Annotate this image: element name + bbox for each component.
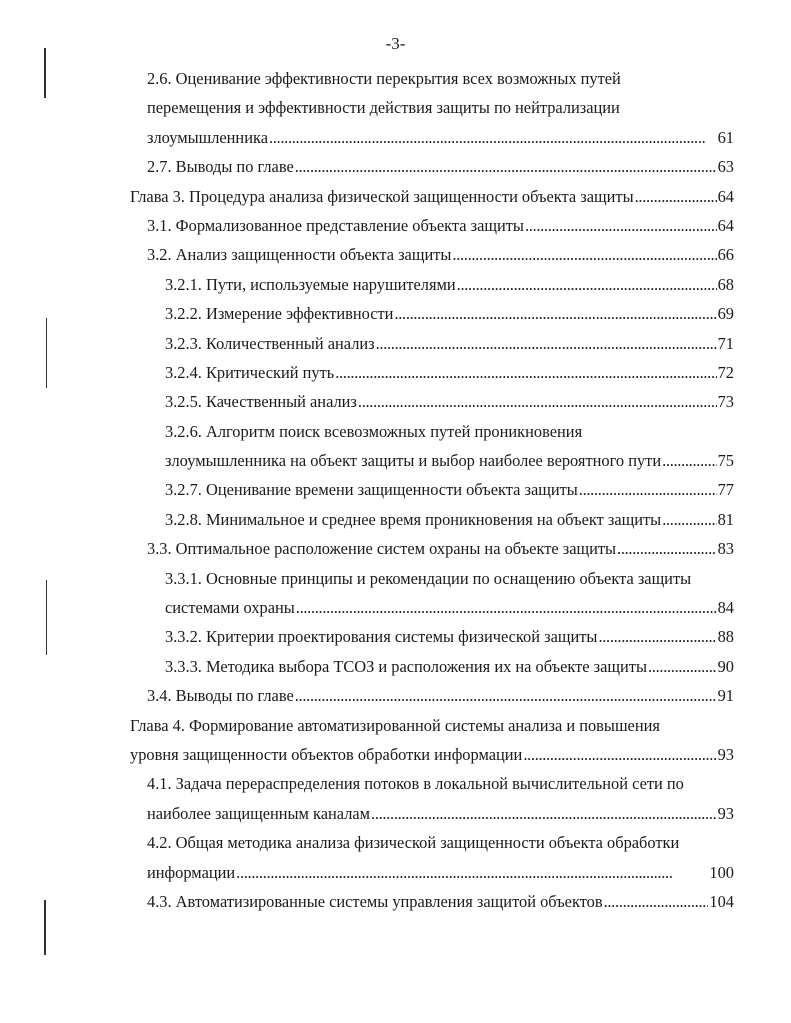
toc-entry-title: 3.1. Формализованное представление объекта защиты xyxy=(147,215,524,235)
toc-entry-title: 3.2.3. Количественный анализ xyxy=(165,333,375,353)
dot-leader xyxy=(523,740,716,769)
toc-entry xyxy=(130,769,734,828)
toc-entry xyxy=(130,270,734,299)
toc-entry xyxy=(130,387,734,416)
dot-leader xyxy=(295,152,717,181)
dot-leader xyxy=(598,622,716,651)
toc-page-number: 91 xyxy=(717,686,734,706)
toc-entry-line xyxy=(130,887,734,916)
toc-entry-line xyxy=(130,270,734,299)
toc-entry-line xyxy=(130,446,734,475)
toc-entry-line xyxy=(130,799,734,828)
table-of-contents xyxy=(130,64,734,916)
toc-entry xyxy=(130,475,734,504)
toc-entry-title: злоумышленника xyxy=(147,127,268,147)
toc-entry xyxy=(130,711,734,770)
toc-page-number: 66 xyxy=(717,245,734,265)
toc-entry-line xyxy=(130,505,734,534)
toc-page-number: 73 xyxy=(717,392,734,412)
toc-page-number: 104 xyxy=(709,891,734,911)
dot-leader xyxy=(648,652,717,681)
toc-entry xyxy=(130,211,734,240)
toc-entry xyxy=(130,622,734,651)
toc-page-number: 77 xyxy=(717,480,734,500)
toc-entry-line xyxy=(130,593,734,622)
toc-entry xyxy=(130,240,734,269)
toc-entry xyxy=(130,64,734,152)
toc-page-number: 93 xyxy=(717,744,734,764)
toc-entry-title: системами охраны xyxy=(165,598,295,618)
toc-entry-line xyxy=(130,240,734,269)
toc-entry-text: 3.3.1. Основные принципы и рекомендации по оснащению объекта защиты xyxy=(165,568,692,588)
toc-entry-line xyxy=(130,534,734,563)
toc-page-number: 75 xyxy=(717,451,734,471)
toc-entry-title: наиболее защищенным каналам xyxy=(147,803,371,823)
dot-leader xyxy=(579,475,717,504)
scan-mark xyxy=(44,48,46,98)
toc-page-number: 64 xyxy=(717,186,734,206)
dot-leader xyxy=(376,329,717,358)
toc-entry-line xyxy=(130,652,734,681)
toc-entry-title: 3.3.2. Критерии проектирования системы физической защиты xyxy=(165,627,598,647)
toc-entry-text: 2.6. Оценивание эффективности перекрытия всех возможных путей xyxy=(147,69,621,88)
toc-entry xyxy=(130,152,734,181)
dot-leader xyxy=(296,593,717,622)
toc-entry xyxy=(130,182,734,211)
toc-entry xyxy=(130,534,734,563)
toc-entry-line xyxy=(130,152,734,181)
toc-entry-title: 3.2.1. Пути, используемые нарушителями xyxy=(165,274,456,294)
toc-entry-line xyxy=(130,299,734,328)
toc-page-number: 68 xyxy=(717,274,734,294)
dot-leader xyxy=(358,387,717,416)
toc-entry-text: 4.2. Общая методика анализа физической защищенности объекта обработки xyxy=(147,833,680,853)
toc-entry xyxy=(130,505,734,534)
toc-page-number: 72 xyxy=(717,362,734,382)
toc-entry-text: Глава 4. Формирование автоматизированной системы анализа и повышения xyxy=(130,715,660,735)
toc-entry-title: 3.2.4. Критический путь xyxy=(165,362,335,382)
toc-page-number: 90 xyxy=(717,656,734,676)
toc-entry-title: 3.2.7. Оценивание времени защищенности объекта защиты xyxy=(165,480,578,500)
toc-entry xyxy=(130,681,734,710)
dot-leader xyxy=(371,799,717,828)
page-number: -3- xyxy=(385,34,406,53)
toc-entry-line xyxy=(130,681,734,710)
toc-entry-line xyxy=(130,622,734,651)
dot-leader xyxy=(604,887,709,916)
toc-page-number: 69 xyxy=(717,304,734,324)
dot-leader xyxy=(295,681,717,710)
toc-page-number: 83 xyxy=(717,539,734,559)
toc-entry-title: уровня защищенности объектов обработки информации xyxy=(130,744,523,764)
toc-entry-line xyxy=(130,329,734,358)
toc-entry-title: 3.3.3. Методика выбора ТСОЗ и расположения их на объекте защиты xyxy=(165,656,648,676)
toc-entry-title: 3.2.2. Измерение эффективности xyxy=(165,304,394,324)
toc-entry-line xyxy=(130,858,734,887)
toc-entry-line xyxy=(130,358,734,387)
dot-leader xyxy=(617,534,717,563)
toc-page-number: 61 xyxy=(717,127,734,147)
toc-entry-title: Глава 3. Процедура анализа физической защищенности объекта защиты xyxy=(130,186,634,206)
dot-leader xyxy=(335,358,716,387)
toc-entry-line xyxy=(130,123,734,152)
dot-leader xyxy=(662,446,717,475)
toc-entry-title: злоумышленника на объект защиты и выбор наиболее вероятного пути xyxy=(165,451,662,471)
toc-entry xyxy=(130,564,734,623)
toc-entry-title: информации xyxy=(147,862,236,882)
scan-mark xyxy=(46,318,47,388)
toc-entry xyxy=(130,417,734,476)
toc-entry xyxy=(130,652,734,681)
dot-leader xyxy=(635,182,717,211)
dot-leader xyxy=(662,505,716,534)
dot-leader xyxy=(269,123,717,152)
toc-entry-title: 3.3. Оптимальное расположение систем охраны на объекте защиты xyxy=(147,539,617,559)
toc-entry-text: 4.1. Задача перераспределения потоков в локальной вычислительной сети по xyxy=(147,774,684,794)
dot-leader xyxy=(525,211,717,240)
toc-entry-title: 3.4. Выводы по главе xyxy=(147,686,294,706)
toc-page-number: 63 xyxy=(717,157,734,177)
toc-page-number: 100 xyxy=(709,862,734,882)
toc-entry xyxy=(130,887,734,916)
toc-entry xyxy=(130,828,734,887)
toc-entry-line xyxy=(130,182,734,211)
toc-entry-line xyxy=(130,387,734,416)
scan-mark xyxy=(44,900,46,955)
toc-entry xyxy=(130,329,734,358)
dot-leader xyxy=(452,240,716,269)
toc-entry xyxy=(130,358,734,387)
toc-entry-line xyxy=(130,475,734,504)
dot-leader xyxy=(394,299,716,328)
toc-page-number: 88 xyxy=(717,627,734,647)
scan-mark xyxy=(46,580,47,655)
toc-page-number: 93 xyxy=(717,803,734,823)
toc-page-number: 64 xyxy=(717,215,734,235)
toc-entry-title: 3.2. Анализ защищенности объекта защиты xyxy=(147,245,452,265)
toc-entry-text: 3.2.6. Алгоритм поиск всевозможных путей проникновения xyxy=(165,421,583,441)
toc-page-number: 84 xyxy=(717,598,734,618)
toc-entry-line xyxy=(130,740,734,769)
toc-page-number: 71 xyxy=(717,333,734,353)
toc-entry-title: 4.3. Автоматизированные системы управления защитой объектов xyxy=(147,891,603,911)
dot-leader xyxy=(236,858,708,887)
toc-entry-text: перемещения и эффективности действия защиты по нейтрализации xyxy=(147,98,620,118)
toc-entry-title: 2.7. Выводы по главе xyxy=(147,157,294,177)
toc-entry-line xyxy=(130,211,734,240)
dot-leader xyxy=(457,270,717,299)
toc-page-number: 81 xyxy=(717,509,734,529)
toc-entry xyxy=(130,299,734,328)
toc-entry-title: 3.2.5. Качественный анализ xyxy=(165,392,357,412)
toc-entry-title: 3.2.8. Минимальное и среднее время проникновения на объект защиты xyxy=(165,509,662,529)
